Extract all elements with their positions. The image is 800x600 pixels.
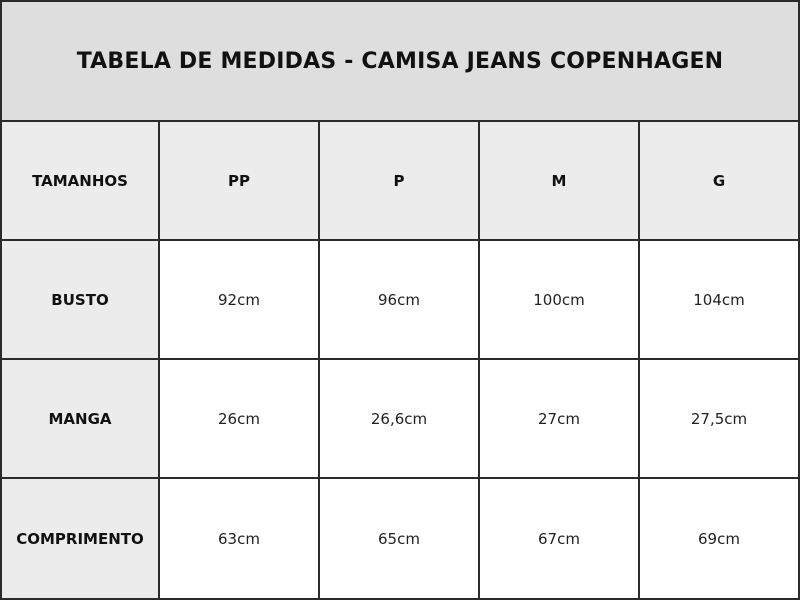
row-label-manga: MANGA [2,360,160,479]
comprimento-value-p: 65cm [320,479,480,598]
manga-value-m: 27cm [480,360,640,479]
manga-value-pp: 26cm [160,360,320,479]
busto-value-g: 104cm [640,241,798,360]
manga-value-g: 27,5cm [640,360,798,479]
size-header-pp: PP [160,122,320,241]
busto-value-p: 96cm [320,241,480,360]
comprimento-value-pp: 63cm [160,479,320,598]
busto-value-pp: 92cm [160,241,320,360]
comprimento-value-m: 67cm [480,479,640,598]
busto-value-m: 100cm [480,241,640,360]
table-title-bar [2,2,798,122]
size-grid [2,122,798,598]
corner-header-cell: TAMANHOS [2,122,160,241]
table-title: TABELA DE MEDIDAS - CAMISA JEANS COPENHAGEN [76,48,724,74]
size-header-m: M [480,122,640,241]
row-label-busto: BUSTO [2,241,160,360]
size-header-g: G [640,122,798,241]
size-header-p: P [320,122,480,241]
manga-value-p: 26,6cm [320,360,480,479]
comprimento-value-g: 69cm [640,479,798,598]
row-label-comprimento: COMPRIMENTO [2,479,160,598]
